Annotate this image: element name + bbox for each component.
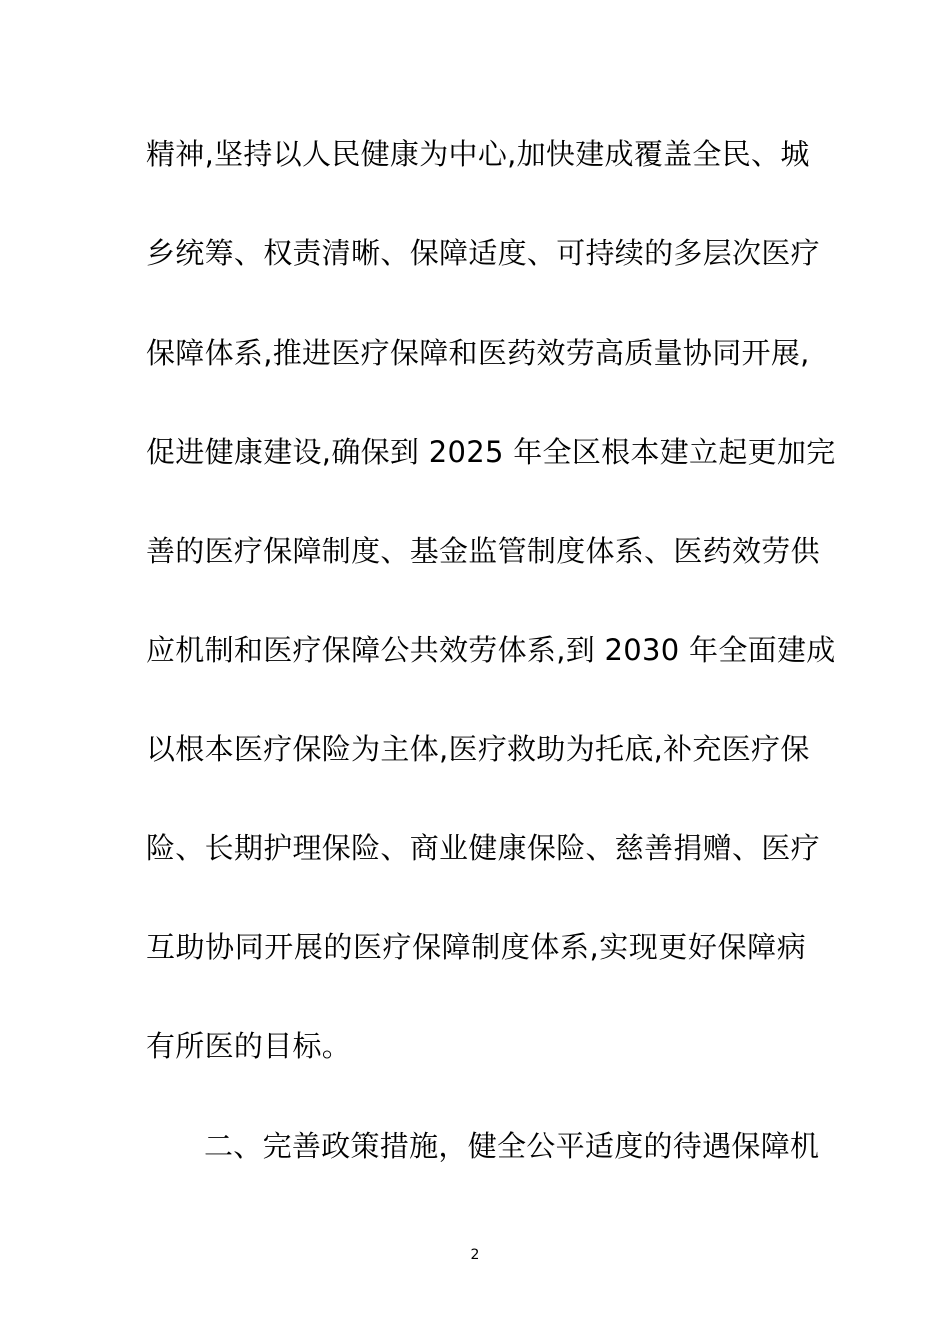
body-text-line-2: 乡统筹、权责清晰、保障适度、可持续的多层次医疗 xyxy=(146,236,820,270)
body-text-line-5: 善的医疗保障制度、基金监管制度体系、医药效劳供 xyxy=(146,534,820,568)
body-text-line-9: 互助协同开展的医疗保障制度体系,实现更好保障病 xyxy=(146,930,806,964)
section-heading: 二、完善政策措施，健全公平适度的待遇保障机 xyxy=(204,1129,820,1163)
body-text-line-6: 应机制和医疗保障公共效劳体系,到 2030 年全面建成 xyxy=(146,633,836,667)
page-number: 2 xyxy=(470,1247,480,1263)
body-text-line-7: 以根本医疗保险为主体,医疗救助为托底,补充医疗保 xyxy=(146,732,810,766)
body-text-line-8: 险、长期护理保险、商业健康保险、慈善捐赠、医疗 xyxy=(146,831,820,865)
body-text-line-1: 精神,坚持以人民健康为中心,加快建成覆盖全民、城 xyxy=(146,137,810,171)
body-text-line-3: 保障体系,推进医疗保障和医药效劳高质量协同开展, xyxy=(146,336,810,370)
body-text-line-4: 促进健康建设,确保到 2025 年全区根本建立起更加完 xyxy=(146,435,836,469)
body-text-line-10: 有所医的目标。 xyxy=(146,1029,352,1063)
